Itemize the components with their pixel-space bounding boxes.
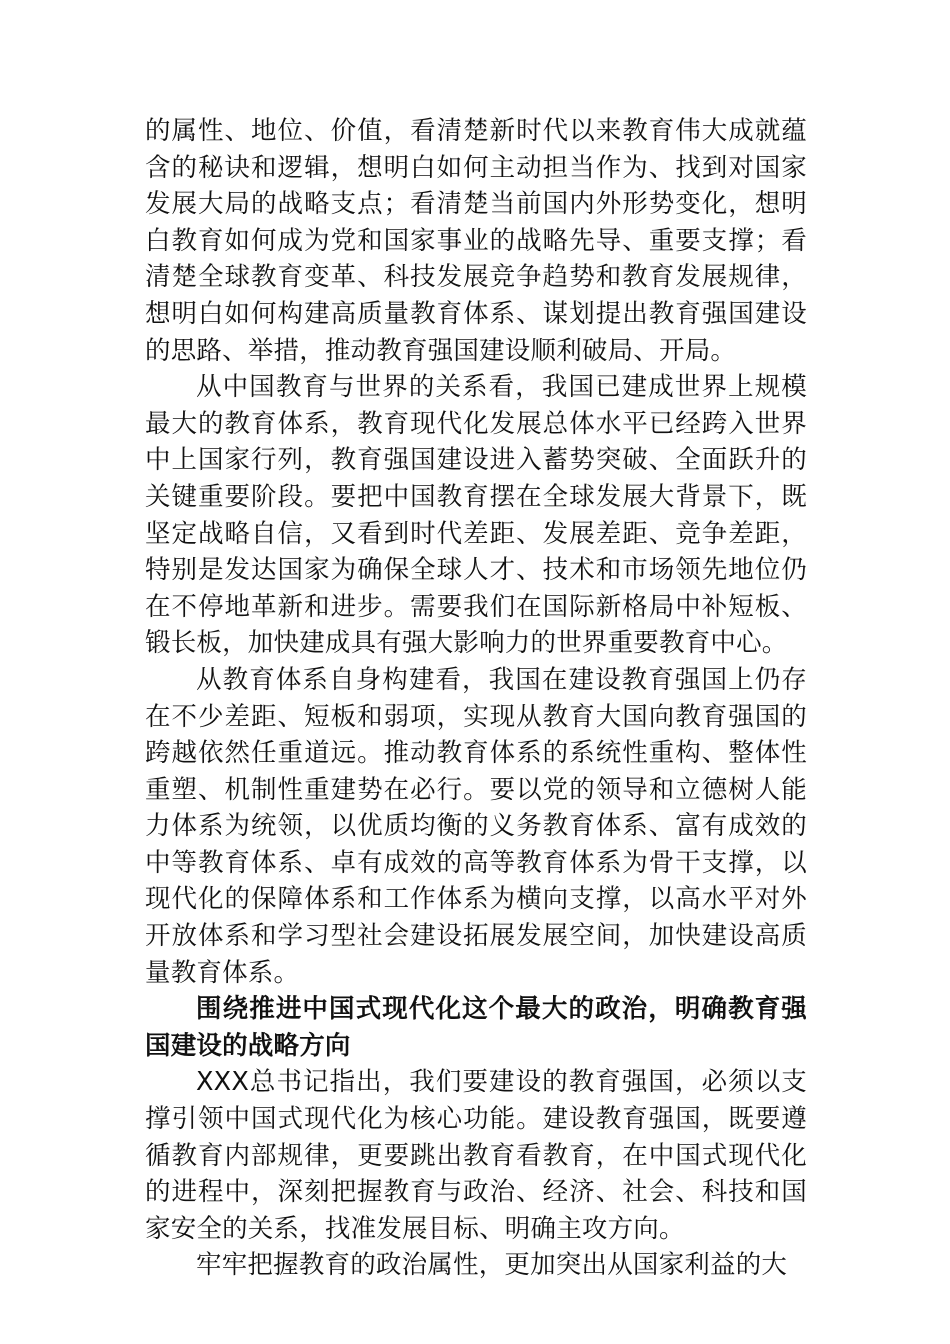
paragraph-core-function: XXX总书记指出，我们要建设的教育强国，必须以支撑引领中国式现代化为核心功能。建设教育强国，既要遵循教育内部规律，更要跳出教育看教育，在中国式现代化的进程中，深刻把握教育与政治、经济、社会、科技和国家安全的关系，找准发展目标、明确主攻方向。 <box>145 1067 807 1244</box>
paragraph-continuation: 的属性、地位、价值，看清楚新时代以来教育伟大成就蕴含的秘诀和逻辑，想明白如何主动担当作为、找到对国家发展大局的战略支点；看清楚当前国内外形势变化，想明白教育如何成为党和国家事业的战略先导、重要支撑；看清楚全球教育变革、科技发展竞争趋势和教育发展规律，想明白如何构建高质量教育体系、谋划提出教育强国建设的思路、举措，推动教育强国建设顺利破局、开局。 <box>145 116 807 366</box>
paragraph-world-relations: 从中国教育与世界的关系看，我国已建成世界上规模最大的教育体系，教育现代化发展总体水平已经跨入世界中上国家行列，教育强国建设进入蓄势突破、全面跃升的关键重要阶段。要把中国教育摆在全球发展大背景下，既坚定战略自信，又看到时代差距、发展差距、竞争差距，特别是发达国家为确保全球人才、技术和市场领先地位仍在不停地革新和进步。需要我们在国际新格局中补短板、锻长板，加快建成具有强大影响力的世界重要教育中心。 <box>145 372 807 659</box>
document-body <box>145 113 807 1284</box>
section-heading: 围绕推进中国式现代化这个最大的政治，明确教育强国建设的战略方向 <box>145 994 807 1061</box>
paragraph-political-attribute: 牢牢把握教育的政治属性，更加突出从国家利益的大 <box>196 1250 788 1281</box>
paragraph-education-system: 从教育体系自身构建看，我国在建设教育强国上仍存在不少差距、短板和弱项，实现从教育大国向教育强国的跨越依然任重道远。推动教育体系的系统性重构、整体性重塑、机制性重建势在必行。要以党的领导和立德树人能力体系为统领，以优质均衡的义务教育体系、富有成效的中等教育体系、卓有成效的高等教育体系为骨干支撑，以现代化的保障体系和工作体系为横向支撑，以高水平对外开放体系和学习型社会建设拓展发展空间，加快建设高质量教育体系。 <box>145 664 807 988</box>
